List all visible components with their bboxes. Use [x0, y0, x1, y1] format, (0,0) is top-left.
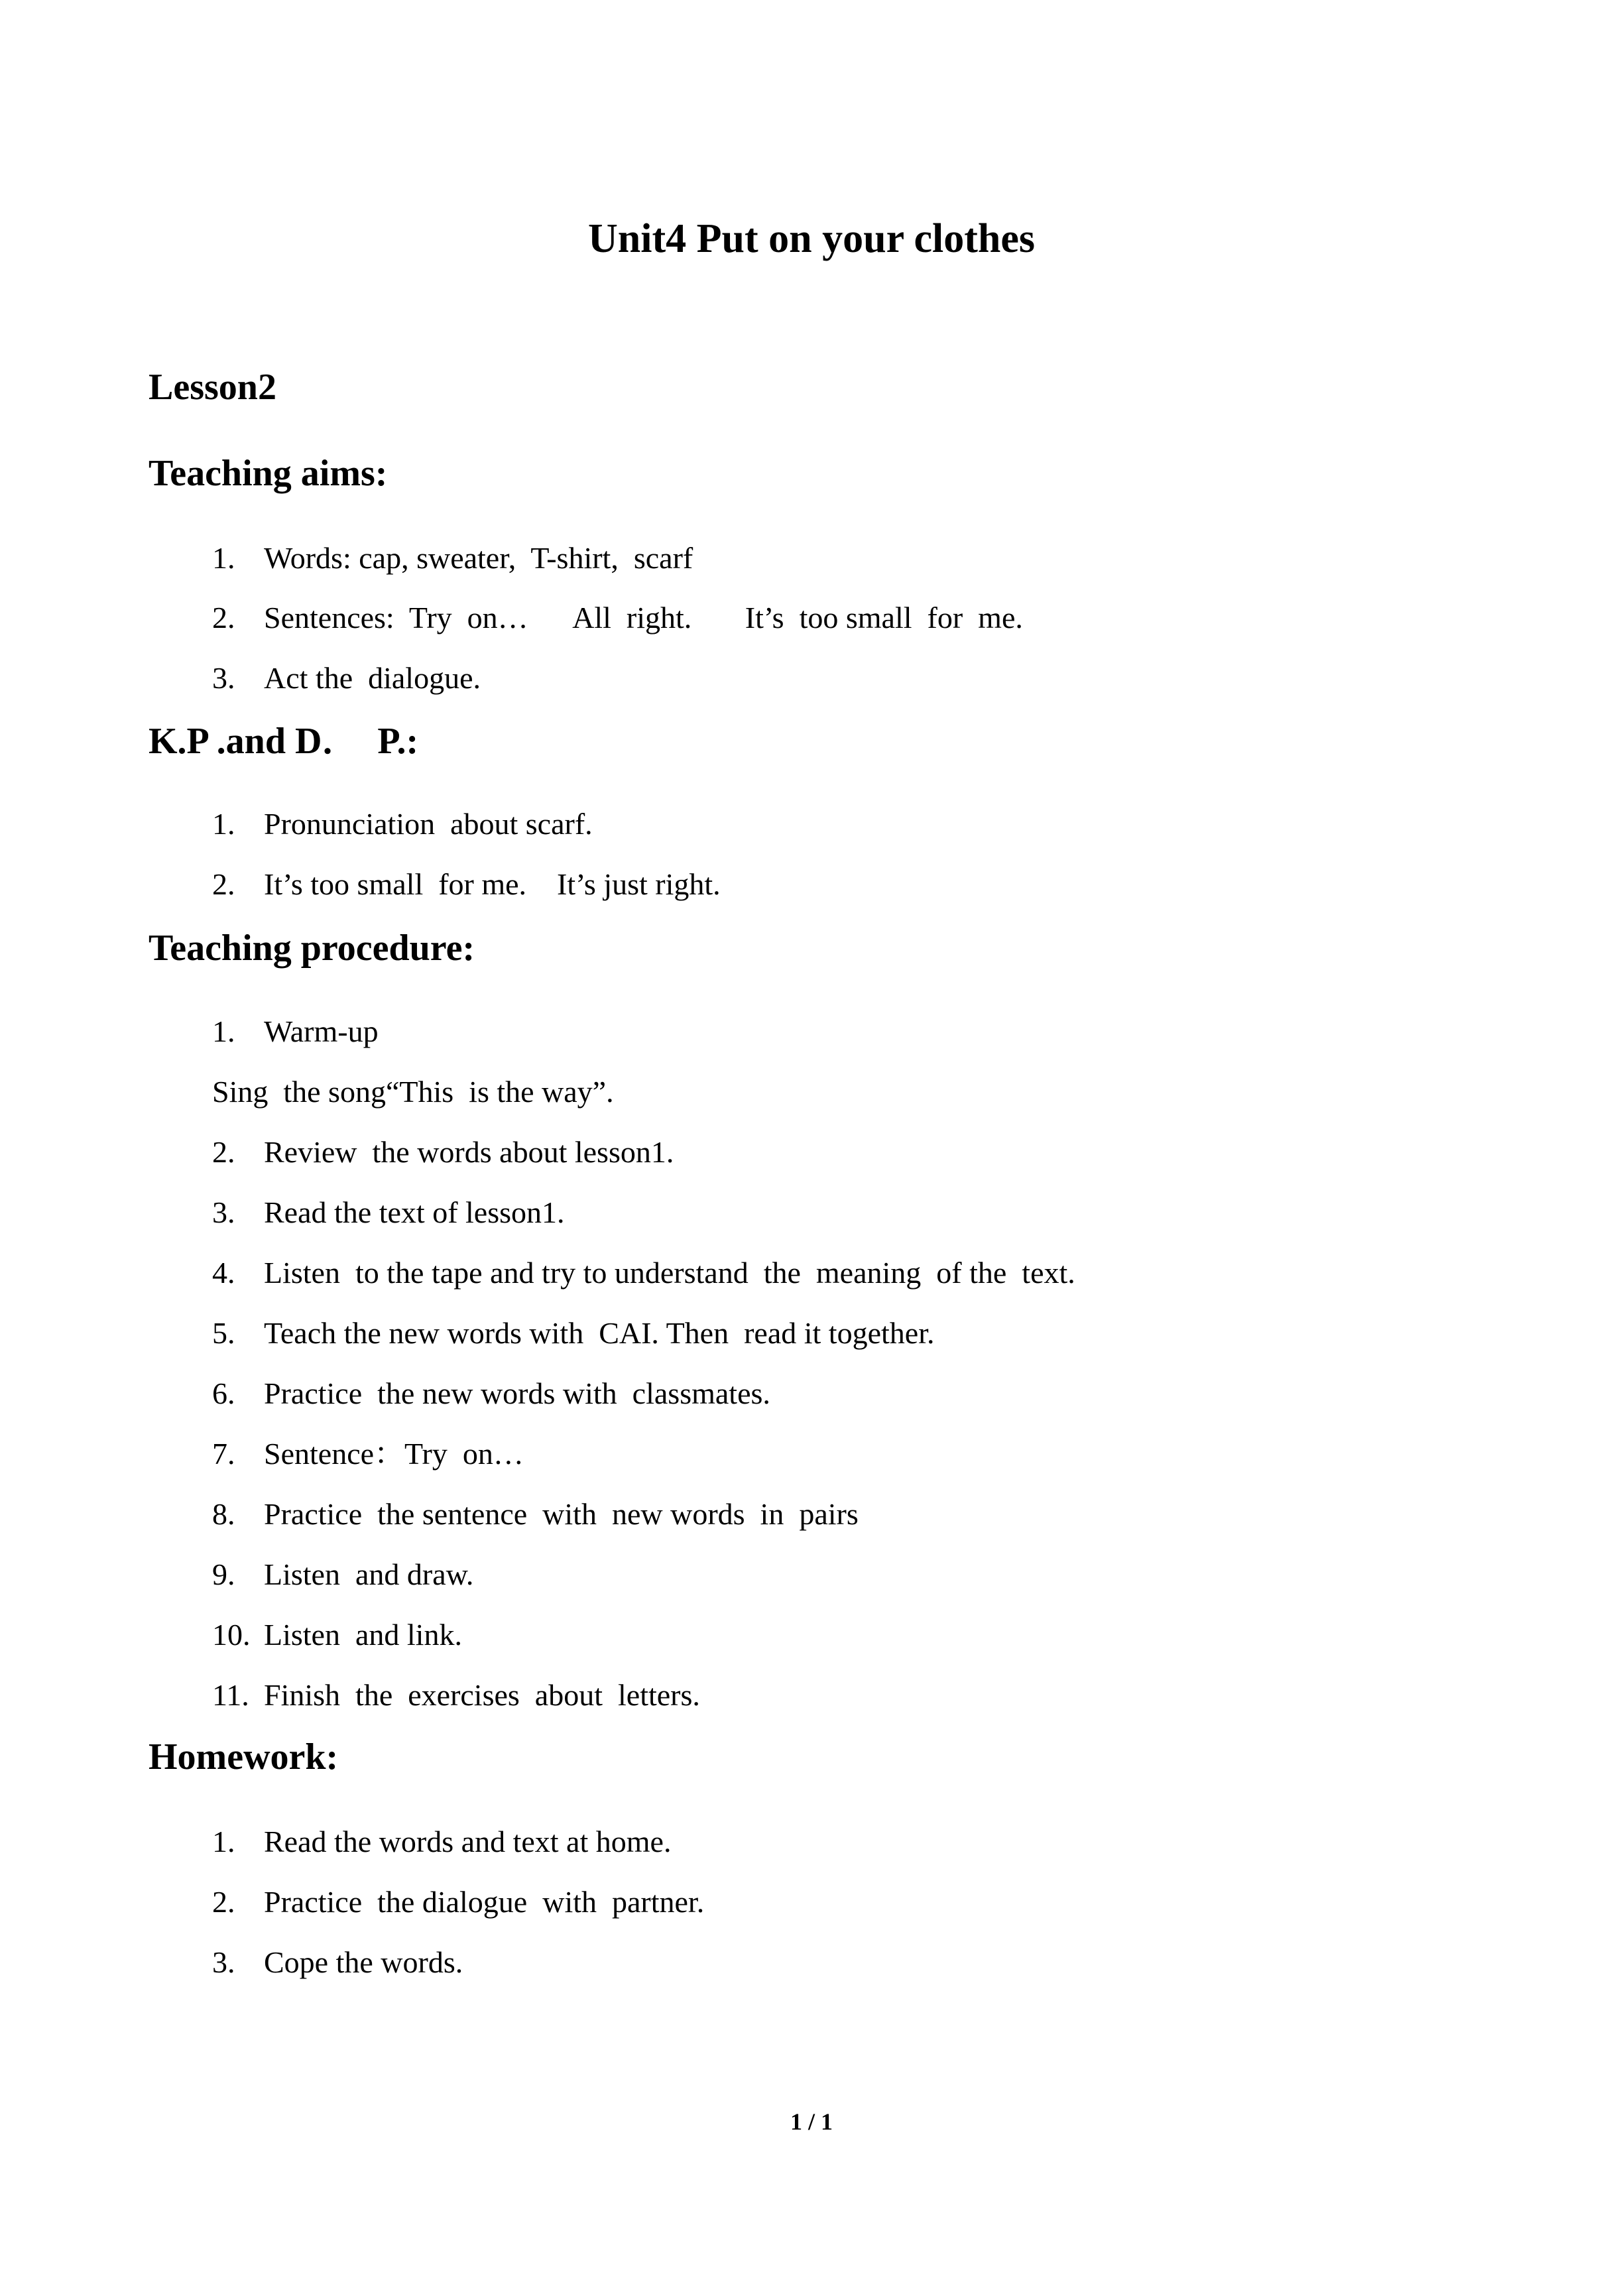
aims-item: 3. Act the dialogue.	[212, 661, 481, 695]
homework-heading: Homework:	[149, 1736, 339, 1778]
kp-dp-item: 1. Pronunciation about scarf.	[212, 807, 593, 841]
aims-item: 2. Sentences: Try on… All right. It’s too small for me.	[212, 601, 1023, 634]
teaching-procedure-heading: Teaching procedure:	[149, 928, 475, 969]
procedure-item: 7. Sentence：Try on…	[212, 1437, 524, 1471]
homework-item: 3. Cope the words.	[212, 1945, 463, 1979]
homework-item: 1. Read the words and text at home.	[212, 1825, 672, 1858]
procedure-item: 10. Listen and link.	[212, 1618, 462, 1652]
teaching-aims-heading: Teaching aims:	[149, 453, 388, 494]
procedure-item: 5. Teach the new words with CAI. Then read it together.	[212, 1316, 935, 1350]
lesson-heading: Lesson2	[149, 367, 276, 408]
procedure-item: 11. Finish the exercises about letters.	[212, 1678, 700, 1712]
procedure-item: 2. Review the words about lesson1.	[212, 1135, 674, 1169]
procedure-item: 6. Practice the new words with classmates.	[212, 1376, 770, 1410]
homework-item: 2. Practice the dialogue with partner.	[212, 1885, 705, 1919]
procedure-song-text: Sing the song“This is the way”.	[212, 1075, 614, 1109]
page-number: 1 / 1	[790, 2108, 833, 2135]
kp-dp-heading: K.P .and D． P.:	[149, 721, 419, 762]
procedure-item: 1. Warm-up	[212, 1014, 379, 1048]
procedure-item: 9. Listen and draw.	[212, 1557, 474, 1591]
procedure-item: 8. Practice the sentence with new words in pairs	[212, 1497, 859, 1531]
procedure-item: 4. Listen to the tape and try to understand the meaning of the text.	[212, 1256, 1075, 1290]
kp-dp-item: 2. It’s too small for me. It’s just right.	[212, 867, 721, 901]
procedure-item: 3. Read the text of lesson1.	[212, 1195, 565, 1229]
aims-item: 1. Words: cap, sweater, T-shirt, scarf	[212, 541, 693, 575]
document-title: Unit4 Put on your clothes	[587, 216, 1035, 261]
